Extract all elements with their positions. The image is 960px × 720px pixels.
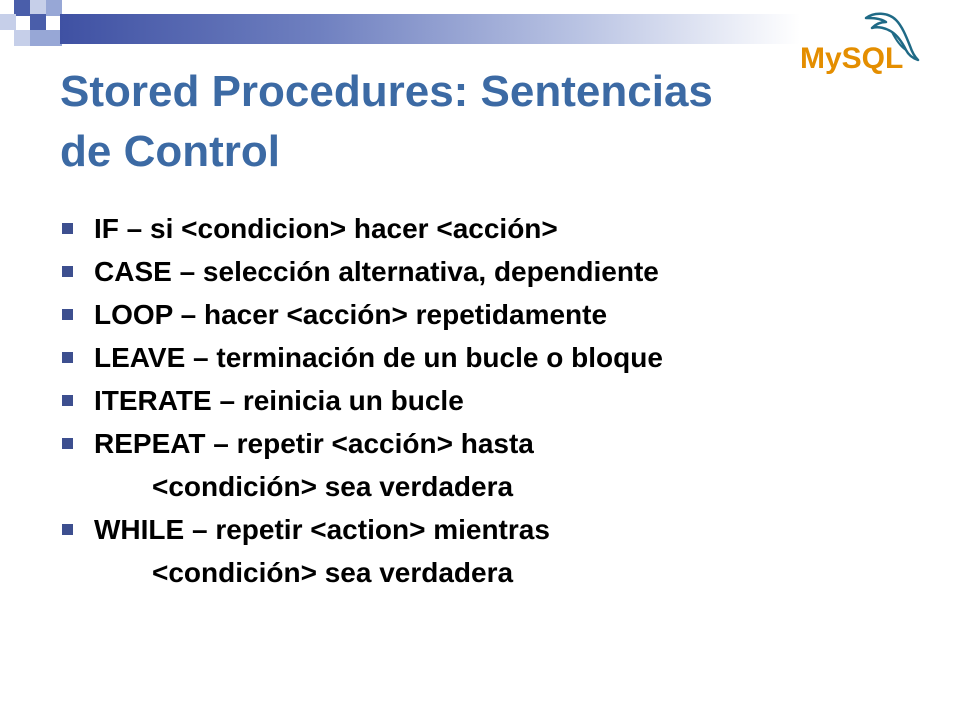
list-item-continuation: <condición> sea verdadera bbox=[152, 557, 514, 588]
square-bullet-icon bbox=[62, 266, 73, 277]
decor-square bbox=[14, 30, 30, 46]
list-item bbox=[60, 508, 920, 594]
list-item bbox=[60, 379, 920, 422]
list-item-text: REPEAT – repetir <acción> hasta bbox=[94, 428, 534, 459]
list-item-text: LOOP – hacer <acción> repetidamente bbox=[94, 299, 608, 330]
list-item bbox=[60, 207, 920, 250]
list-item-text: IF – si <condicion> hacer <acción> bbox=[94, 213, 558, 244]
square-bullet-icon bbox=[62, 395, 73, 406]
square-bullet-icon bbox=[62, 223, 73, 234]
list-item bbox=[60, 336, 920, 379]
title-line-1: Stored Procedures: Sentencias bbox=[60, 67, 713, 116]
square-bullet-icon bbox=[62, 524, 73, 535]
square-bullet-icon bbox=[62, 309, 73, 320]
list-item-continuation: <condición> sea verdadera bbox=[152, 471, 514, 502]
list-item bbox=[60, 293, 920, 336]
list-item bbox=[60, 422, 920, 508]
logo-text: MySQL bbox=[800, 42, 904, 75]
list-item bbox=[60, 250, 920, 293]
bullet-list bbox=[60, 207, 920, 594]
decor-square bbox=[30, 30, 46, 46]
list-item-text: LEAVE – terminación de un bucle o bloque bbox=[94, 342, 663, 373]
list-item-text: WHILE – repetir <action> mientras bbox=[94, 514, 550, 545]
list-item-text: ITERATE – reinicia un bucle bbox=[94, 385, 464, 416]
title-line-2: de Control bbox=[60, 127, 280, 176]
square-bullet-icon bbox=[62, 352, 73, 363]
decor-square bbox=[30, 14, 46, 30]
decor-square bbox=[0, 14, 16, 30]
decor-square bbox=[14, 0, 30, 16]
header-bar bbox=[60, 14, 800, 44]
slide-title bbox=[60, 62, 880, 182]
list-item-text: CASE – selección alternativa, dependiente bbox=[94, 256, 659, 287]
square-bullet-icon bbox=[62, 438, 73, 449]
